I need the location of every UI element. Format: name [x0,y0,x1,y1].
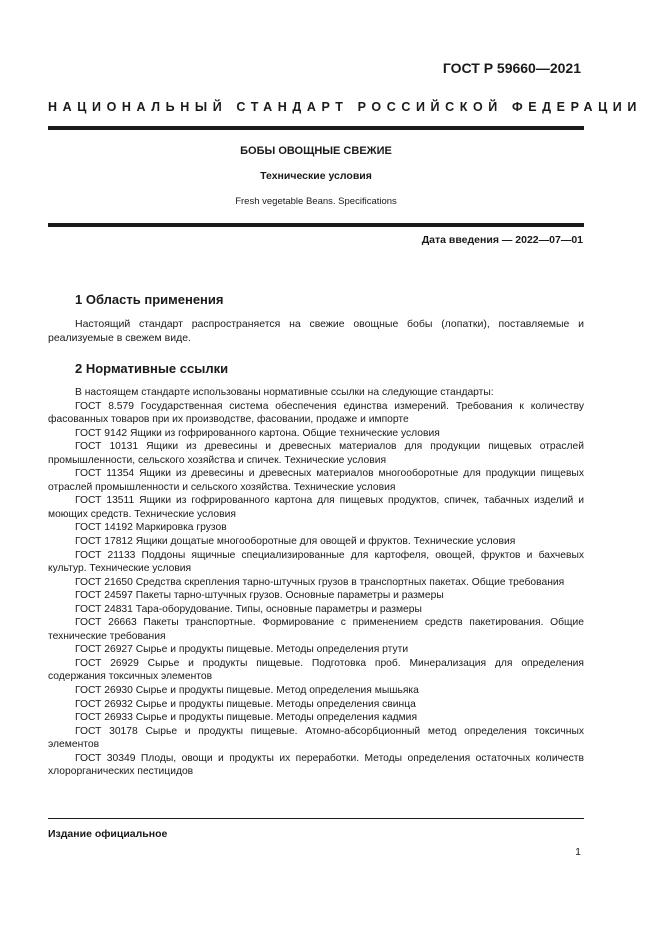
reference-item: ГОСТ 21133 Поддоны ящичные специализированные для картофеля, овощей, фруктов и бахчевых культур. Технические условия [48,549,584,575]
document-subtitle: Технические условия [260,170,372,182]
normative-references-list [48,386,584,779]
reference-item: ГОСТ 24831 Тара-оборудование. Типы, основные параметры и размеры [75,603,422,615]
reference-item: ГОСТ 21650 Средства скрепления тарно-штучных грузов в транспортных пакетах. Общие требования [75,576,565,588]
footer-divider [48,818,584,819]
reference-item: ГОСТ 26930 Сырье и продукты пищевые. Метод определения мышьяка [75,685,419,697]
reference-item: ГОСТ 26927 Сырье и продукты пищевые. Методы определения ртути [75,644,409,656]
reference-item: ГОСТ 24597 Пакеты тарно-штучных грузов. Основные параметры и размеры [75,590,444,602]
reference-item: ГОСТ 30349 Плоды, овощи и продукты их переработки. Методы определения остаточных количеств хлорорганических пестицидов [48,752,584,778]
official-edition-label: Издание официальное [48,828,168,840]
reference-item: ГОСТ 26933 Сырье и продукты пищевые. Методы определения кадмия [75,712,418,724]
header-divider [48,126,584,130]
reference-item: ГОСТ 26932 Сырье и продукты пищевые. Методы определения свинца [75,698,416,710]
section-2-title: 2 Нормативные ссылки [75,361,229,376]
english-title: Fresh vegetable Beans. Specifications [235,196,397,207]
page-number: 1 [575,846,581,858]
document-title: БОБЫ ОВОЩНЫЕ СВЕЖИЕ [240,145,392,157]
reference-item: ГОСТ 30178 Сырье и продукты пищевые. Атомно-абсорбционный метод определения токсичных элементов [48,725,584,751]
references-intro: В настоящем стандарте использованы нормативные ссылки на следующие стандарты: [75,387,494,398]
reference-item: ГОСТ 11354 Ящики из древесины и древесных материалов многооборотные для продукции пищевых отраслей промышленности и сельского хозяйства. Технические условия [48,468,584,493]
reference-item: ГОСТ 10131 Ящики из древесины и древесных материалов для продукции пищевых отраслей промышленности, сельского хозяйства и спичек. Технические условия [48,441,584,466]
document-code: ГОСТ Р 59660—2021 [442,60,581,76]
section-1-title: 1 Область применения [75,292,224,307]
introduction-date: Дата введения — 2022—07—01 [421,234,583,246]
reference-item: ГОСТ 26929 Сырье и продукты пищевые. Подготовка проб. Минерализация для определения содержания токсичных элементов [48,657,584,683]
reference-item: ГОСТ 14192 Маркировка грузов [75,522,227,534]
reference-item: ГОСТ 9142 Ящики из гофрированного картона. Общие технические условия [75,427,440,439]
reference-item: ГОСТ 26663 Пакеты транспортные. Формирование с применением средств пакетирования. Общие технические требования [48,617,584,642]
section-1-text: Настоящий стандарт распространяется на свежие овощные бобы (лопатки), поставляемые и реализуемые в свежем виде. [48,318,584,344]
title-divider [48,223,584,227]
reference-item: ГОСТ 8.579 Государственная система обеспечения единства измерений. Требования к количеству фасованных товаров при их производстве, фасовании, продаже и импорте [48,400,584,426]
reference-item: ГОСТ 17812 Ящики дощатые многооборотные для овощей и фруктов. Технические условия [75,536,516,548]
national-standard-heading: НАЦИОНАЛЬНЫЙ СТАНДАРТ РОССИЙСКОЙ ФЕДЕРАЦИИ [48,100,642,114]
reference-item: ГОСТ 13511 Ящики из гофрированного картона для пищевых продуктов, спичек, табачных изделий и моющих средств. Технические условия [48,495,584,520]
